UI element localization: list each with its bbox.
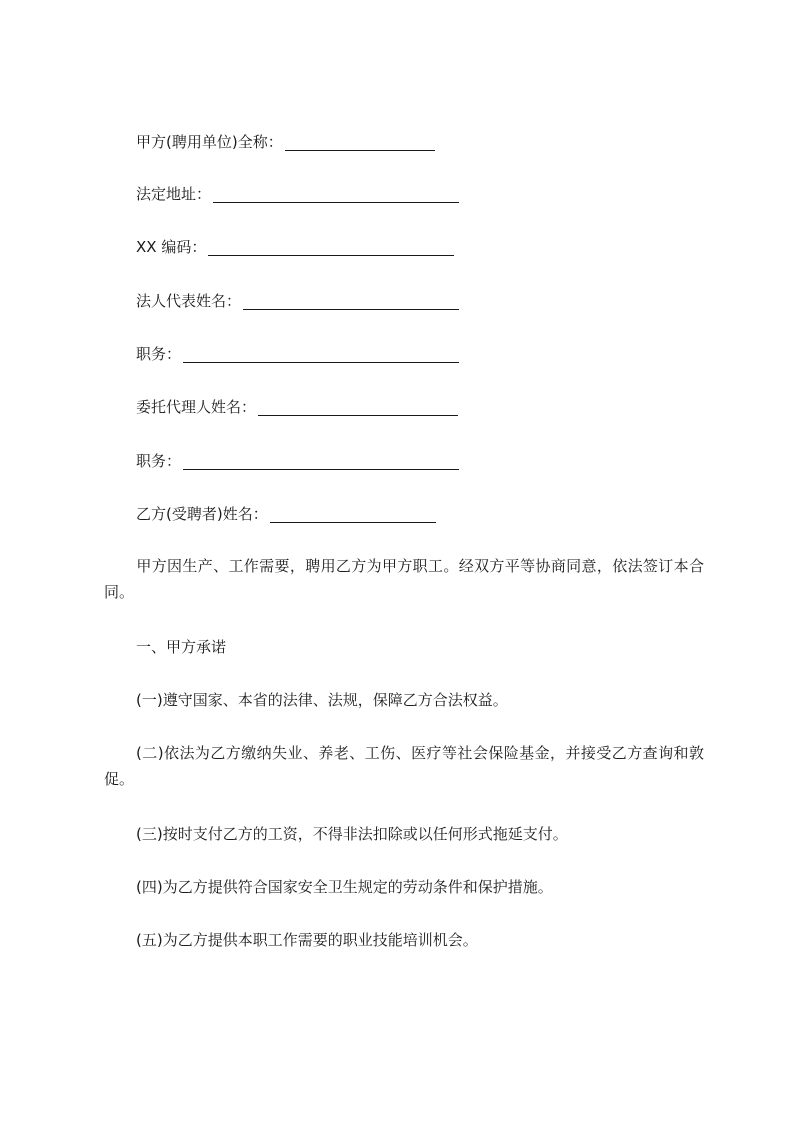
field-party-b-name: [136, 505, 436, 523]
blank-line[interactable]: [213, 186, 459, 203]
field-agent-name: [136, 398, 458, 416]
blank-line[interactable]: [258, 399, 458, 416]
item-four: (四)为乙方提供符合国家安全卫生规定的劳动条件和保护措施。: [136, 878, 553, 896]
blank-line[interactable]: [285, 134, 435, 151]
field-legal-address: [136, 185, 459, 203]
field-party-a-name: [136, 133, 435, 151]
field-label: 法人代表姓名：: [136, 292, 242, 310]
field-position-1: [136, 345, 459, 363]
field-legal-rep-name: [136, 292, 459, 310]
item-two: [104, 740, 704, 792]
blank-line[interactable]: [243, 293, 459, 310]
blank-line[interactable]: [208, 239, 454, 256]
item-three: (三)按时支付乙方的工资，不得非法扣除或以任何形式拖延支付。: [136, 825, 568, 843]
field-label: 乙方(受聘者)姓名：: [136, 505, 268, 523]
blank-line[interactable]: [270, 506, 436, 523]
blank-line[interactable]: [183, 346, 459, 363]
intro-paragraph: [104, 553, 704, 605]
field-label: 职务：: [136, 452, 182, 470]
field-label: 甲方(聘用单位)全称：: [136, 133, 283, 151]
field-label: XX 编码：: [136, 238, 207, 256]
intro-text: 甲方因生产、工作需要，聘用乙方为甲方职工。经双方平等协商同意，依法签订本合同。: [104, 557, 704, 601]
field-code: [136, 238, 454, 256]
section-title: 一、甲方承诺: [136, 638, 227, 656]
item-one: (一)遵守国家、本省的法律、法规，保障乙方合法权益。: [136, 691, 508, 709]
field-label: 法定地址：: [136, 185, 212, 203]
blank-line[interactable]: [183, 453, 459, 470]
item-two-text: (二)依法为乙方缴纳失业、养老、工伤、医疗等社会保险基金，并接受乙方查询和敦促。: [104, 744, 704, 788]
field-label: 委托代理人姓名：: [136, 398, 257, 416]
field-label: 职务：: [136, 345, 182, 363]
item-five: (五)为乙方提供本职工作需要的职业技能培训机会。: [136, 931, 478, 949]
field-position-2: [136, 452, 459, 470]
